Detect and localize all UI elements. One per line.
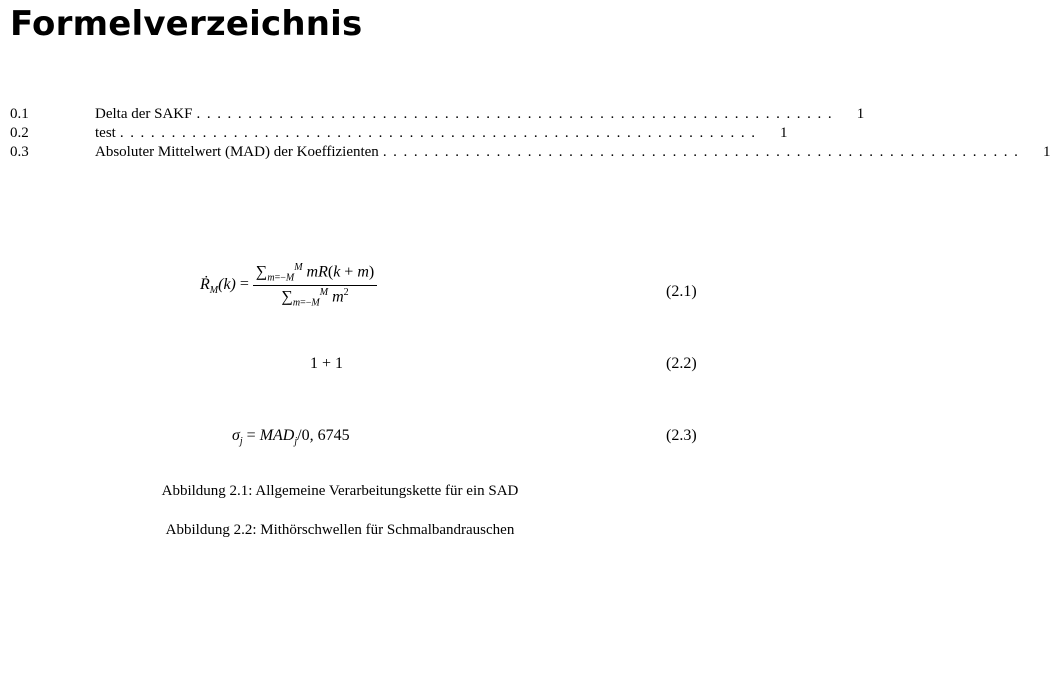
toc-page: 1 — [838, 105, 864, 124]
formula-index — [10, 105, 1051, 162]
toc-leader-dots: .............................................................. — [119, 125, 762, 141]
toc-text: test — [95, 124, 120, 143]
equation-number: (2.3) — [666, 427, 697, 444]
toc-leader-dots: .............................................................. — [382, 144, 1025, 160]
toc-row[interactable] — [10, 143, 1051, 162]
toc-page: 1 — [762, 124, 788, 143]
figure-caption: Abbildung 2.1: Allgemeine Verarbeitungskette für ein SAD — [161, 483, 519, 499]
toc-row[interactable] — [10, 105, 865, 124]
equation-formula: Ṙ$_M$(k) = $\frac{\sum_{m=-M}^M mR(k + m)}{\sum_{m=-M}^M m^2}$ — [200, 262, 377, 308]
toc-row[interactable] — [10, 124, 788, 143]
toc-page: 1 — [1025, 143, 1051, 162]
page-title: Formelverzeichnis — [10, 4, 363, 44]
equation-formula: $\sigma_j = MAD_j/0$, 6745 — [232, 427, 350, 448]
toc-text: Delta der SAKF — [95, 105, 197, 124]
toc-leader-dots: .............................................................. — [196, 106, 839, 122]
toc-number: 0.3 — [10, 144, 29, 160]
equation-number: (2.2) — [666, 355, 697, 372]
figure-caption: Abbildung 2.2: Mithörschwellen für Schmalbandrauschen — [165, 522, 515, 538]
equation-number: (2.1) — [666, 283, 697, 300]
toc-text: Absoluter Mittelwert (MAD) der Koeffizienten — [95, 143, 383, 162]
equation-formula: 1 + 1 — [310, 355, 344, 372]
toc-number: 0.2 — [10, 125, 29, 141]
toc-number: 0.1 — [10, 106, 29, 122]
